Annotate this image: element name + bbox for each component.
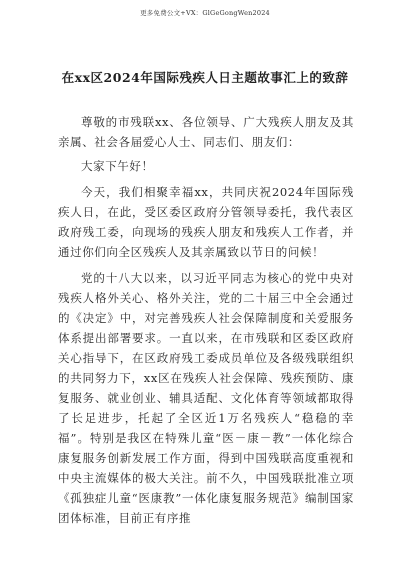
salutation-paragraph: 尊敬的市残联xx、各位领导、广大残疾人朋友及其亲属、社会各届爱心人士、同志们、朋友们： <box>58 115 354 149</box>
body-paragraph: 党的十八大以来，以习近平同志为核心的党中央对残疾人格外关心、格外关注，党的二十届三中全会通过的《决定》中，对完善残疾人社会保障制度和关爱服务体系提出部署要求。一直以来，在市残联和区委区政府关心指导下，在区政府残工委成员单位及各级残联组织的共同努力下，xx区在残疾人社会保障、残疾预防、康复服务、就业创业、辅具适配、文化体育等领域都取得了长足进步，托起了全区近1万名残疾人“稳稳的幸福”。特别是我区在特殊儿童“医－康－教”一体化综合康复服务创新发展工作方面，得到中国残联高度重视和中央主流媒体的极大关注。前不久，中国残联批准立项《孤独症儿童“医康教”一体化康复服务规范》编制国家团体标准，目前正有序推 <box>58 271 354 525</box>
document-title: 在xx区2024年国际残疾人日主题故事汇上的致辞 <box>61 70 349 85</box>
body-paragraph: 今天，我们相聚幸福xx，共同庆祝2024年国际残疾人日，在此，受区委区政府分管领导委托，我代表区政府残工委，向现场的残疾人朋友和残疾人工作者，并通过你们向全区残疾人及其亲属致以节日的问候！ <box>58 185 354 259</box>
document-body <box>58 112 354 534</box>
greeting-paragraph: 大家下午好！ <box>81 159 154 173</box>
header-note: 更多免费公文+VX：GlGeGongWen2024 <box>140 9 270 17</box>
